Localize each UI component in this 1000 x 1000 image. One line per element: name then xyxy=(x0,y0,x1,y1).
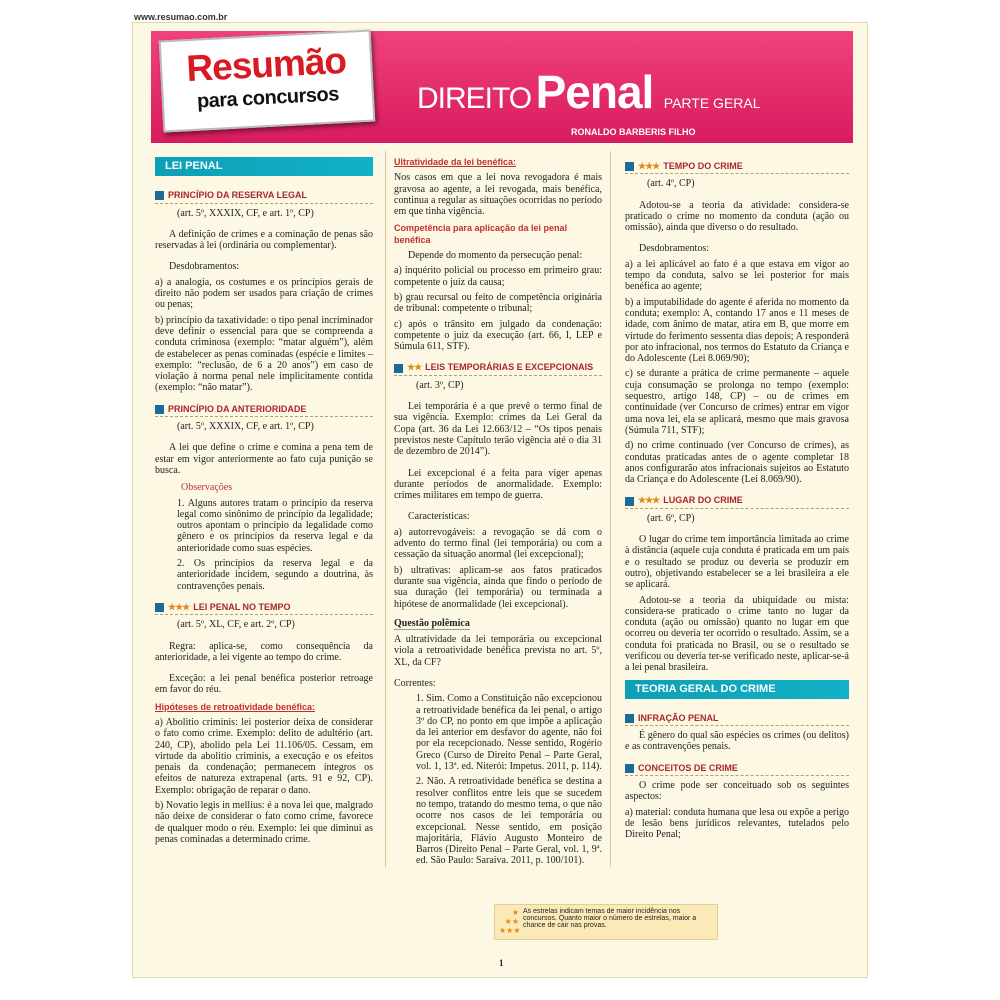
paragraph: A ultratividade da lei temporária ou excepcional viola a retroatividade benéfica prevista no art. 5º, XL, da CF? xyxy=(394,634,602,668)
paragraph: A definição de crimes e a cominação de penas são reservadas à lei (ordinária ou complementar). xyxy=(155,228,373,252)
list-item: a) a lei aplicável ao fato é a que estava em vigor ao tempo da conduta, salvo se lei posterior for mais benéfica ao agente; xyxy=(625,258,849,293)
square-bullet-icon xyxy=(625,764,634,773)
paragraph: Desdobramentos: xyxy=(169,261,239,273)
heading-anterioridade xyxy=(155,404,373,417)
list-item: a) inquérito policial ou processo em primeiro grau: competente o juiz da causa; xyxy=(394,265,602,288)
legend-stars-icon: ★ ★★ ★★★ xyxy=(499,908,521,935)
heading-text: LUGAR DO CRIME xyxy=(663,495,743,506)
heading-tempo-do-crime xyxy=(625,161,849,174)
paragraph: Características: xyxy=(408,511,470,523)
legend-text: As estrelas indicam temas de maior incidência nos concursos. Quanto maior o número de estrelas, maior a chance de cair nas provas. xyxy=(523,908,697,929)
list-item: c) se durante a prática de crime permanente – aquele cuja consumação se prolonga no tempo (exemplo: sequestro, artigo 148, CP) – ou de crimes em continuidade (ver Concurso de crimes) entrar em vigor uma nova lei, ela se aplicará, mesmo que mais gravosa (Súmula 711, STF); xyxy=(625,368,849,436)
paragraph: O crime pode ser conceituado sob os seguintes aspectos: xyxy=(625,780,849,803)
paragraph: O lugar do crime tem importância limitada ao crime à distância (aquele cuja conduta é praticada em um país e o resultado se produz ou deveria se produzir em outro), objetivando estabelecer se a lei brasileira a ele se aplicará. xyxy=(625,534,849,591)
page-number: 1 xyxy=(499,958,504,968)
square-bullet-icon xyxy=(155,405,164,414)
site-url: www.resumao.com.br xyxy=(134,12,228,22)
star-rating-icon: ★★★ xyxy=(638,161,660,171)
heading-text: INFRAÇÃO PENAL xyxy=(638,712,719,723)
list-item: b) ultrativas: aplicam-se aos fatos praticados durante sua vigência, ainda que findo o período de sua duração (lei temporária) ou terminada a hipótese de anormalidade (lei excepcional). xyxy=(394,564,602,610)
paragraph: Lei excepcional é a feita para viger apenas durante períodos de anormalidade. Exemplo: crimes militares em tempo de guerra. xyxy=(394,467,602,502)
paragraph: Adotou-se a teoria da atividade: considera-se praticado o crime no momento da conduta (ação ou omissão), ainda que diverso o do resultado. xyxy=(625,199,849,234)
study-sheet xyxy=(132,22,868,978)
section-bar-teoria-geral: TEORIA GERAL DO CRIME xyxy=(625,680,849,699)
ref: (art. 5º, XL, CF, e art. 2º, CP) xyxy=(177,619,295,631)
heading-text: TEMPO DO CRIME xyxy=(663,161,743,171)
heading-conceitos-de-crime xyxy=(625,763,849,776)
column-3 xyxy=(623,151,851,841)
square-bullet-icon xyxy=(625,497,634,506)
heading-text: LEI PENAL NO TEMPO xyxy=(193,601,291,612)
logo-line2: para concursos xyxy=(196,83,340,113)
page-title xyxy=(417,65,761,119)
list-item: 1. Alguns autores tratam o princípio da reserva legal como sinônimo de princípio da legalidade; outros apontam o princípio da legalidade como gênero e os princípios da reserva legal e da anterioridade como suas espécies. xyxy=(177,497,373,554)
observacoes-label: Observações xyxy=(181,482,233,494)
paragraph: Regra: aplica-se, como consequência da anterioridade, a lei vigente ao tempo do crime. xyxy=(155,640,373,663)
list-item: 2. Não. A retroatividade benéfica se destina a resolver conflitos entre leis que se sucedem no tempo, tratando do mesmo tema, o que não ocorre nos casos de lei temporária ou excepcional. Nesse sentido, em posição majoritária, Flávio Augusto Monteiro de Barros (Direito Penal – Parte Geral, vol. 1, 9ª. ed. São Paulo: Saraiva. 2011, p. 100/101). xyxy=(416,776,602,867)
paragraph: A lei que define o crime e comina a pena tem de estar em vigor anteriormente ao fato cuja punição se busca. xyxy=(155,442,373,476)
subheading: Ultratividade da lei benéfica: xyxy=(394,157,517,167)
heading-reserva-legal xyxy=(155,190,373,203)
paragraph: Lei temporária é a que prevê o termo final de sua vigência. Exemplo: crimes da Lei Geral da Copa (art. 36 da Lei 12.663/12 – “Os tipos penais previstos neste Capítulo terão vigência até o dia 31 de dezembro de 2014”). xyxy=(394,401,602,458)
square-bullet-icon xyxy=(394,364,403,373)
paragraph: Desdobramentos: xyxy=(639,243,709,255)
heading-text: LEIS TEMPORÁRIAS E EXCEPCIONAIS xyxy=(425,362,594,373)
list-item: a) Abolitio criminis: lei posterior deixa de considerar o fato como crime. Exemplo: delito de adultério (art. 240, CP), abolido pela Lei 11.106/05. Cessam, em virtude da abolitio criminis, a execução e os efeitos penais da condenação; permanecem íntegros os efeitos de natureza extrapenal (arts. 91 e 92, CP). Exemplo: obrigação de reparar o dano. xyxy=(155,716,373,796)
star-rating-icon: ★★★ xyxy=(168,601,190,612)
square-bullet-icon xyxy=(625,714,634,723)
paragraph: Depende do momento da persecução penal: xyxy=(408,250,583,262)
list-item: a) a analogia, os costumes e os princípios gerais de direito não podem ser usados para criação de crimes ou penas; xyxy=(155,276,373,311)
list-item: 1. Sim. Como a Constituição não excepcionou a retroatividade benéfica da lei penal, o artigo 3º do CP, no ponto em que impõe a aplicação da lei anterior em desfavor do agente, não foi por ela recepcionado. Nesse sentido, Rogério Greco (Curso de Direito Penal – Parte Geral, vol. 1, 13ª. ed. Niterói: Impetus. 2011, p. 114). xyxy=(416,693,602,773)
star-legend xyxy=(494,904,718,940)
heading-lugar-do-crime xyxy=(625,495,849,508)
paragraph: Nos casos em que a lei nova revogadora é mais gravosa ao agente, a lei revogada, mais benéfica, continua a regular as situações ocorridas no período em que tinha vigência. xyxy=(394,172,602,218)
ref: (art. 5º, XXXIX, CF, e art. 1º, CP) xyxy=(177,421,314,433)
list-item: b) Novatio legis in mellius: é a nova lei que, malgrado não deixe de considerar o fato como crime, favorece de qualquer modo o réu. Exemplo: lei que diminui as penas cominadas a determinado crime. xyxy=(155,800,373,845)
ref: (art. 3º, CP) xyxy=(416,379,464,391)
square-bullet-icon xyxy=(155,603,164,612)
heading-text: CONCEITOS DE CRIME xyxy=(638,762,738,773)
paragraph: Exceção: a lei penal benéfica posterior retroage em favor do réu. xyxy=(155,673,373,696)
list-item: b) princípio da taxatividade: o tipo penal incriminador deve definir o essencial para que se compreenda a conduta criminosa (exemplo: “matar alguém”), além de estabelecer as penas cominadas (espécie e limites – exemplo: “reclusão, de 6 a 20 anos”) em caso de violação à norma penal nele implicitamente contida (exemplo: “não matar”). xyxy=(155,314,373,394)
ref: (art. 5º, XXXIX, CF, e art. 1º, CP) xyxy=(177,207,314,219)
brand-logo xyxy=(159,30,376,133)
paragraph: Adotou-se a teoria da ubiquidade ou mista: considera-se praticado o crime tanto no lugar da conduta (ação ou omissão) quanto no lugar em que ocorreu ou deveria ter ocorrido o resultado. Assim, se a conduta foi praticada no Brasil, ou se o resultado se verificou ou deveria ter-se verificado neste, aplicar-se-á a lei penal brasileira. xyxy=(625,594,849,674)
header-banner xyxy=(151,31,853,143)
star-rating-icon: ★★★ xyxy=(638,495,660,506)
section-bar-lei-penal: LEI PENAL xyxy=(155,157,373,176)
subheading: Hipóteses de retroatividade benéfica: xyxy=(155,701,316,712)
heading-infracao-penal xyxy=(625,713,849,726)
star-rating-icon: ★★ xyxy=(407,362,422,373)
subheading: Competência para aplicação da lei penal benéfica xyxy=(394,223,568,245)
list-item: 2. Os princípios da reserva legal e da anterioridade incidem, segundo a doutrina, às contravenções penais. xyxy=(177,558,373,592)
heading-lei-penal-no-tempo xyxy=(155,602,373,615)
list-item: c) após o trânsito em julgado da condenação: competente o juiz da execução (art. 66, I, LEP e Súmula 611, STF). xyxy=(394,318,602,353)
title-penal: Penal xyxy=(535,66,654,118)
column-1 xyxy=(153,151,375,845)
questao-polemica-heading: Questão polêmica xyxy=(394,617,470,629)
list-item: d) no crime continuado (ver Concurso de crimes), as condutas praticadas antes de o agente completar 18 anos configurarão atos infracionais sujeitos ao Estatuto da Criança e do Adolescente (Lei 8.069/90). xyxy=(625,440,849,486)
heading-leis-temporarias xyxy=(394,362,602,375)
heading-text: PRINCÍPIO DA RESERVA LEGAL xyxy=(168,190,308,201)
list-item: a) material: conduta humana que lesa ou expõe a perigo de lesão bens jurídicos relevantes, tutelados pelo Direito Penal; xyxy=(625,806,849,841)
list-item: b) a imputabilidade do agente é aferida no momento da conduta; exemplo: A, contando 17 anos e 11 meses de idade, com ânimo de matar, atira em B, que morre em virtude do ferimento sessenta dias depois; A responderá por ato infracional, nos termos do Estatuto da Criança e do Adolescente (Lei 8.069/90); xyxy=(625,296,849,365)
paragraph: Correntes: xyxy=(394,677,436,689)
author-name: RONALDO BARBERIS FILHO xyxy=(571,127,696,137)
list-item: b) grau recursal ou feito de competência originária de tribunal: competente o tribunal; xyxy=(394,291,602,315)
square-bullet-icon xyxy=(155,191,164,200)
heading-text: PRINCÍPIO DA ANTERIORIDADE xyxy=(168,403,307,414)
title-direito: DIREITO xyxy=(417,82,532,115)
ref: (art. 6º, CP) xyxy=(647,512,695,524)
column-2 xyxy=(385,151,611,867)
ref: (art. 4º, CP) xyxy=(647,178,695,190)
square-bullet-icon xyxy=(625,162,634,171)
title-parte-geral: PARTE GERAL xyxy=(663,95,761,111)
paragraph: É gênero do qual são espécies os crimes (ou delitos) e as contravenções penais. xyxy=(625,730,849,753)
logo-line1: Resumão xyxy=(185,39,347,90)
list-item: a) autorrevogáveis: a revogação se dá com o advento do termo final (lei temporária) ou com a cessação da situação anormal (lei excepcional); xyxy=(394,526,602,561)
